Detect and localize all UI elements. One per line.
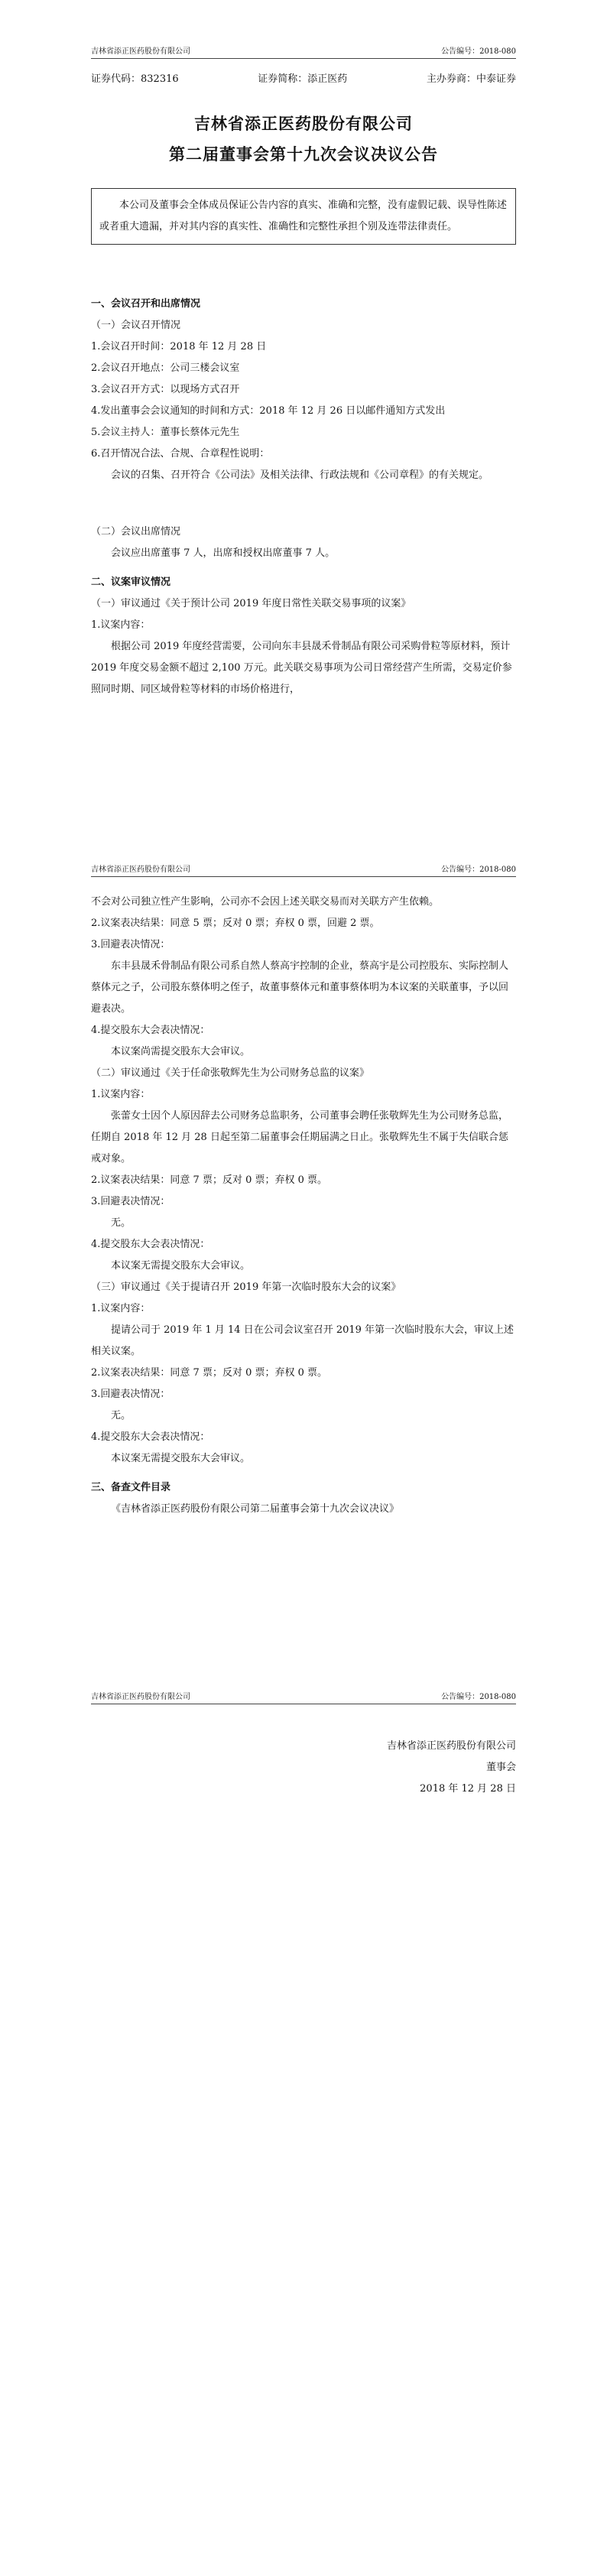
signature-board: 董事会 (485, 1762, 516, 1773)
motion-1-vote: 2.议案表决结果：同意 5 票；反对 0 票；弃权 0 票，回避 2 票。 (91, 918, 380, 929)
security-abbreviation: 证券简称：添正医药 (258, 73, 348, 85)
subsection-meeting-convening: （一）会议召开情况 (91, 320, 181, 331)
sponsor-broker: 主办券商：中泰证券 (426, 73, 516, 85)
motion-1-content-label: 1.议案内容： (91, 619, 151, 631)
running-header (91, 1690, 516, 1704)
motion-3-title: （三）审议通过《关于提请召开 2019 年第一次临时股东大会的议案》 (91, 1282, 401, 1293)
motion-1-recusal-label: 3.回避表决情况： (91, 939, 170, 950)
motion-3-recusal-label: 3.回避表决情况： (91, 1389, 170, 1400)
motion-2-recusal-text: 无。 (111, 1217, 131, 1229)
header-company: 吉林省添正医药股份有限公司 (91, 1693, 190, 1701)
motion-1-content: 根据公司 2019 年度经营需要，公司向东丰县晟禾骨制品有限公司采购骨粒等原材料，预计 2019 年度交易金额不超过 2,100 万元。此关联交易事项为公司日常经营产生所需，交易定价参照同时期、同区域骨粒等材料的市场价格进行， (91, 641, 512, 695)
running-header (91, 44, 516, 59)
disclaimer-box: 本公司及董事会全体成员保证公告内容的真实、准确和完整，没有虚假记载、误导性陈述或者重大遗漏，并对其内容的真实性、准确性和完整性承担个别及连带法律责任。 (91, 188, 516, 245)
motion-3-content-label: 1.议案内容： (91, 1303, 151, 1314)
meeting-time: 1.会议召开时间：2018 年 12 月 28 日 (91, 341, 267, 352)
running-header (91, 862, 516, 877)
motion-3-submit-text: 本议案无需提交股东大会审议。 (111, 1453, 251, 1464)
meeting-method: 3.会议召开方式：以现场方式召开 (91, 384, 240, 395)
security-code: 证券代码：832316 (91, 73, 179, 85)
title-announcement: 第二届董事会第十九次会议决议公告 (169, 145, 438, 164)
legality-label: 6.召开情况合法、合规、合章程性说明： (91, 448, 270, 460)
motion-2-submit-text: 本议案无需提交股东大会审议。 (111, 1260, 251, 1272)
motion-3-recusal-text: 无。 (111, 1410, 131, 1421)
motion-2-title: （二）审议通过《关于任命张敬辉先生为公司财务总监的议案》 (91, 1067, 370, 1079)
motion-1-title: （一）审议通过《关于预计公司 2019 年度日常性关联交易事项的议案》 (91, 598, 411, 609)
header-announcement-number: 公告编号：2018-080 (441, 1693, 516, 1701)
motion-1-submit-text: 本议案尚需提交股东大会审议。 (111, 1046, 251, 1057)
motion-1-recusal-text: 东丰县晟禾骨制品有限公司系自然人蔡高宇控制的企业，蔡高宇是公司控股东、实际控制人蔡体元之子，公司股东蔡体明之侄子，故董事蔡体元和董事蔡体明为本议案的关联董事，予以回避表决。 (91, 960, 509, 1015)
section-2-heading: 二、议案审议情况 (91, 577, 171, 588)
subsection-attendance: （二）会议出席情况 (91, 526, 181, 538)
motion-2-content: 张蕾女士因个人原因辞去公司财务总监职务，公司董事会聘任张敬辉先生为公司财务总监，任期自 2018 年 12 月 28 日起至第二届董事会任期届满之日止。张敬辉先生不属于失信联合惩戒对象。 (91, 1110, 509, 1165)
section-3-heading: 三、备查文件目录 (91, 1482, 171, 1493)
header-company: 吉林省添正医药股份有限公司 (91, 866, 190, 874)
meeting-chair: 5.会议主持人：董事长蔡体元先生 (91, 427, 240, 438)
motion-3-submit-label: 4.提交股东大会表决情况： (91, 1431, 210, 1443)
motion-3-content: 提请公司于 2019 年 1 月 14 日在公司会议室召开 2019 年第一次临时股东大会，审议上述相关议案。 (91, 1324, 514, 1357)
header-announcement-number: 公告编号：2018-080 (441, 866, 516, 874)
attendance-text: 会议应出席董事 7 人，出席和授权出席董事 7 人。 (111, 547, 336, 559)
signature-company: 吉林省添正医药股份有限公司 (386, 1740, 516, 1752)
motion-2-submit-label: 4.提交股东大会表决情况： (91, 1239, 210, 1250)
motion-2-vote: 2.议案表决结果：同意 7 票；反对 0 票；弃权 0 票。 (91, 1174, 328, 1186)
reference-document: 《吉林省添正医药股份有限公司第二届董事会第十九次会议决议》 (111, 1503, 400, 1515)
title-company: 吉林省添正医药股份有限公司 (194, 114, 413, 133)
section-1-heading: 一、会议召开和出席情况 (91, 298, 201, 310)
motion-2-recusal-label: 3.回避表决情况： (91, 1196, 170, 1207)
header-company: 吉林省添正医药股份有限公司 (91, 47, 190, 56)
meeting-place: 2.会议召开地点：公司三楼会议室 (91, 362, 240, 374)
motion-3-vote: 2.议案表决结果：同意 7 票；反对 0 票；弃权 0 票。 (91, 1367, 328, 1379)
motion-2-content-label: 1.议案内容： (91, 1089, 151, 1100)
signature-date: 2018 年 12 月 28 日 (420, 1783, 516, 1795)
header-announcement-number: 公告编号：2018-080 (441, 47, 516, 56)
motion-1-submit-label: 4.提交股东大会表决情况： (91, 1025, 210, 1036)
notice-time-method: 4.发出董事会会议通知的时间和方式：2018 年 12 月 26 日以邮件通知方式发出 (91, 405, 446, 417)
legality-text: 会议的召集、召开符合《公司法》及相关法律、行政法规和《公司章程》的有关规定。 (111, 469, 489, 481)
security-info (91, 70, 516, 85)
motion-1-content-continued: 不会对公司独立性产生影响，公司亦不会因上述关联交易而对关联方产生依赖。 (91, 896, 440, 908)
